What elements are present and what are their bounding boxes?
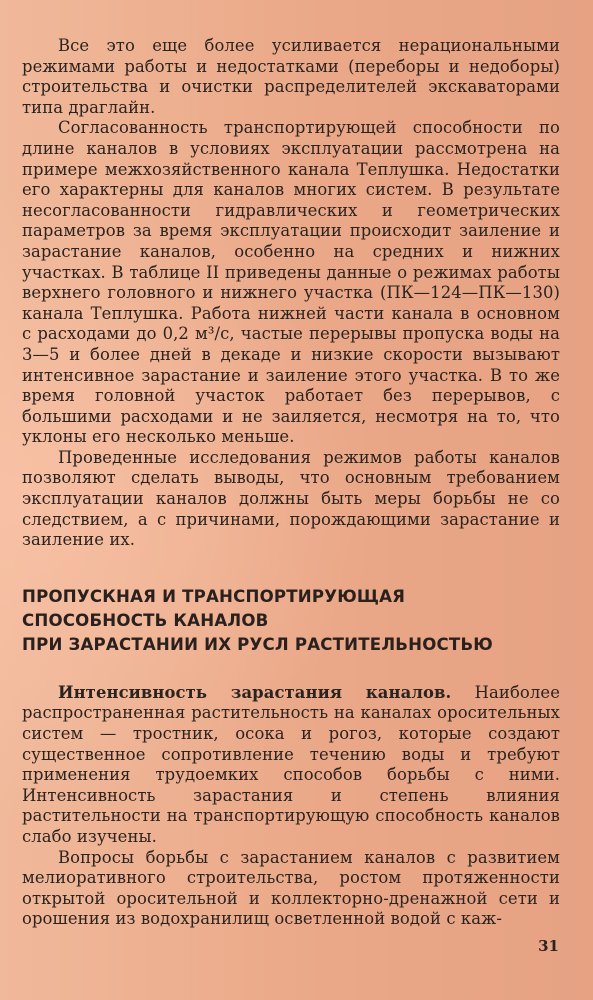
page-number: 31 <box>538 937 559 955</box>
section-heading <box>22 585 560 657</box>
heading-line-2: СПОСОБНОСТЬ КАНАЛОВ <box>22 610 269 630</box>
heading-line-1: ПРОПУСКНАЯ И ТРАНСПОРТИРУЮЩАЯ <box>22 586 406 606</box>
paragraph-4-body: Наиболее распространенная растительность на каналах оросительных систем — тростник, осока и рогоз, которые создают существенное сопротивление течению воды и требуют применения трудоемких способов борьбы с ними. Интенсивность зарастания и степень влияния растительности на транспортирующую способность каналов слабо изучены. <box>22 682 560 846</box>
heading-line-3: ПРИ ЗАРАСТАНИИ ИХ РУСЛ РАСТИТЕЛЬНОСТЬЮ <box>22 634 493 654</box>
runin-heading: Интенсивность зарастания каналов. <box>58 682 452 702</box>
paragraph-1: Все это еще более усиливается нерациональными режимами работы и недостатками (переборы и недоборы) строительства и очистки распределителей экскаваторами типа драглайн. <box>22 36 560 117</box>
paragraph-5: Вопросы борьбы с зарастанием каналов с развитием мелиоративного строительства, ростом протяженности открытой оросительной и коллекторно-дренажной сети и орошения из водохранилищ осветленной водой с каж- <box>22 847 560 929</box>
page-text-block <box>22 36 560 930</box>
paragraph-3: Проведенные исследования режимов работы каналов позволяют сделать выводы, что основным требованием эксплуатации каналов должны быть меры борьбы не со следствием, а с причинами, порождающими зарастание и заиление их. <box>22 447 560 550</box>
paragraph-4 <box>22 683 560 848</box>
paragraph-2: Согласованность транспортирующей способности по длине каналов в условиях эксплуатации рассмотрена на примере межхозяйственного канала Теплушка. Недостатки его характерны для каналов многих систем. В результате несогласованности гидравлических и геометрических параметров за время эксплуатации происходит заиление и зарастание каналов, особенно на средних и нижних участках. В таблице II приведены данные о режимах работы верхнего головного и нижнего участка (ПК—124—ПК—130) канала Теплушка. Работа нижней части канала в основном с расходами до 0,2 м³/с, частые перерывы пропуска воды на 3—5 и более дней в декаде и низкие скорости вызывают интенсивное зарастание и заиление этого участка. В то же время головной участок работает без перерывов, с большими расходами и не заиляется, несмотря на то, что уклоны его несколько меньше. <box>22 118 560 447</box>
